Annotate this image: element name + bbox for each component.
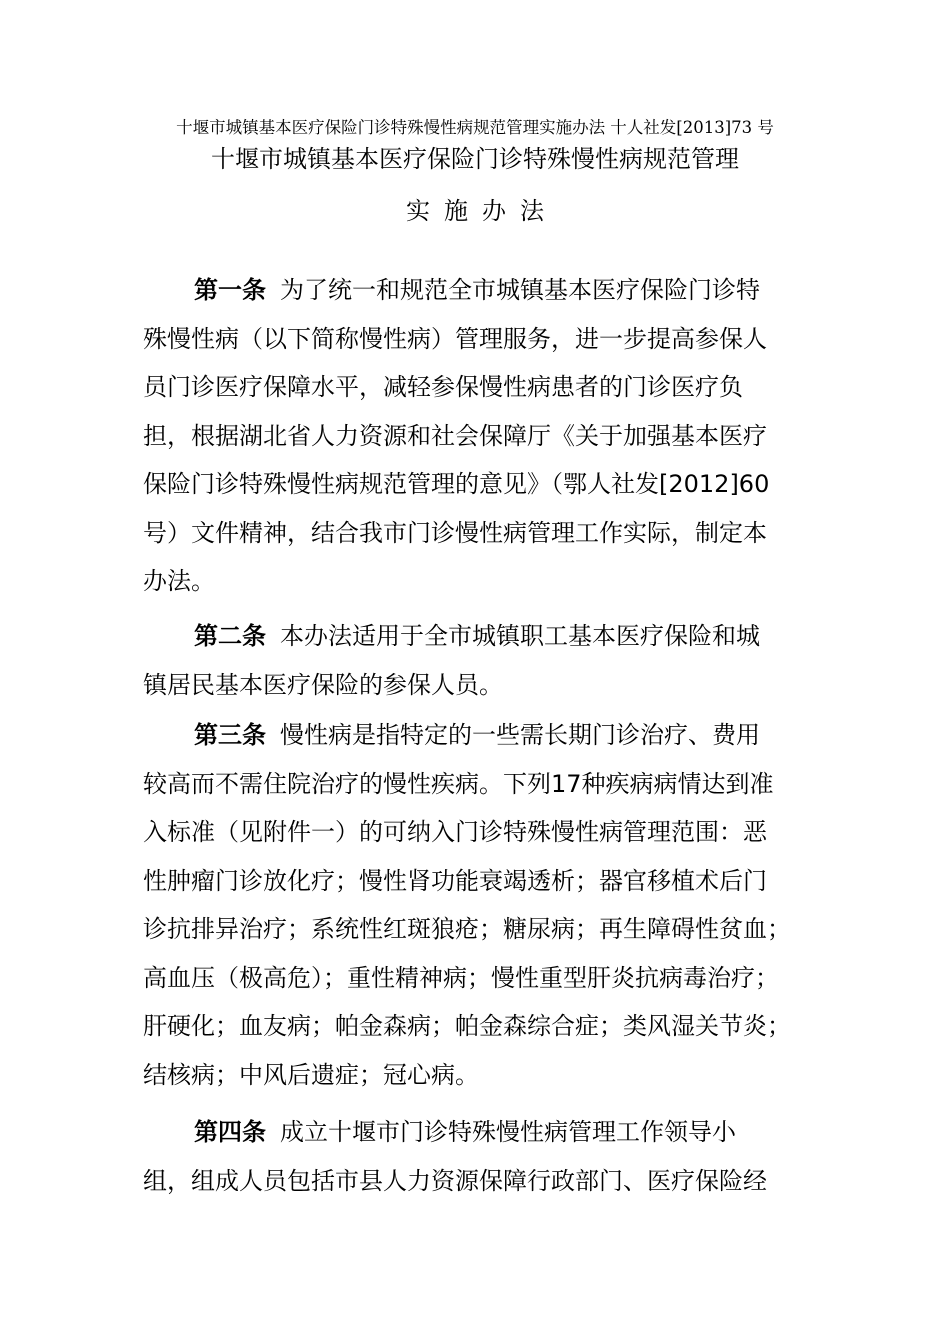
document-title: 十堰市城镇基本医疗保险门诊特殊慢性病规范管理 [211,145,739,173]
article-line: 入标准（见附件一）的可纳入门诊特殊慢性病管理范围：恶 [143,818,767,846]
article-line: 担，根据湖北省人力资源和社会保障厅《关于加强基本医疗 [143,421,767,450]
article-number: 第三条 [194,721,266,749]
document-header: 十堰市城镇基本医疗保险门诊特殊慢性病规范管理实施办法 十人社发[2013]73 号 [176,118,774,137]
article-2 [0,612,950,709]
article-line: 诊抗排异治疗；系统性红斑狼疮；糖尿病；再生障碍性贫血； [143,915,791,943]
article-number: 第四条 [194,1118,266,1146]
article-line: 号）文件精神，结合我市门诊慢性病管理工作实际，制定本 [143,518,767,547]
article-line: 保险门诊特殊慢性病规范管理的意见》（鄂人社发[2012]60 [143,470,770,498]
article-line: 高血压（极高危）；重性精神病；慢性重型肝炎抗病毒治疗； [143,963,779,992]
article-line: 性肿瘤门诊放化疗；慢性肾功能衰竭透析；器官移植术后门 [143,866,767,895]
article-line: 第二条 本办法适用于全市城镇职工基本医疗保险和城 [194,622,760,650]
article-number: 第二条 [194,622,266,650]
article-number: 第一条 [194,276,266,304]
article-4 [0,1108,950,1205]
article-line: 肝硬化；血友病；帕金森病；帕金森综合症；类风湿关节炎； [143,1012,791,1040]
article-3 [0,711,950,1099]
article-1 [0,266,950,606]
article-line: 殊慢性病（以下简称慢性病）管理服务，进一步提高参保人 [143,324,767,353]
article-line: 第一条 为了统一和规范全市城镇基本医疗保险门诊特 [194,276,760,304]
article-line: 第三条 慢性病是指特定的一些需长期门诊治疗、费用 [194,721,760,749]
article-line: 办法。 [143,567,215,595]
article-line: 结核病；中风后遗症；冠心病。 [143,1060,479,1089]
article-line: 较高而不需住院治疗的慢性疾病。下列17种疾病病情达到准 [143,769,774,798]
article-line: 员门诊医疗保障水平，减轻参保慢性病患者的门诊医疗负 [143,373,743,401]
article-line: 第四条 成立十堰市门诊特殊慢性病管理工作领导小 [194,1118,736,1146]
article-line: 组，组成人员包括市县人力资源保障行政部门、医疗保险经 [143,1166,767,1195]
article-line: 镇居民基本医疗保险的参保人员。 [143,670,503,699]
document-subtitle: 实施办法 [406,197,558,225]
